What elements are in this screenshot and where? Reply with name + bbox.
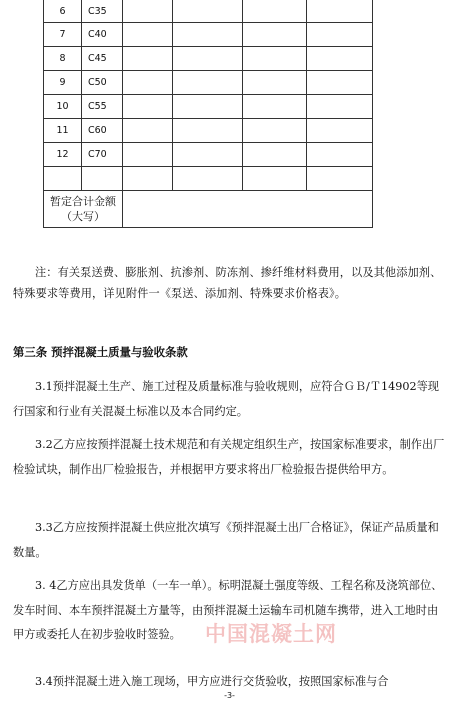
empty-cell — [123, 23, 173, 47]
strength-grade: C45 — [82, 47, 123, 71]
empty-cell — [307, 95, 373, 119]
row-number: 11 — [44, 119, 82, 143]
empty-cell — [307, 71, 373, 95]
empty-cell — [243, 95, 307, 119]
empty-cell — [243, 47, 307, 71]
total-label-line1: 暂定合计金额 — [50, 195, 116, 208]
table-row — [44, 95, 373, 119]
empty-cell — [173, 95, 243, 119]
table-row — [44, 47, 373, 71]
empty-cell — [173, 0, 243, 23]
clause-3-4: 3. 4乙方应出具发货单（一车一单）。标明混凝土强度等级、工程名称及浇筑部位、发车时间、本车预拌混凝土方量等，由预拌混凝土运输车司机随车携带，进入工地时由甲方或委托人在初步验收时签验。 — [13, 579, 443, 641]
empty-cell — [243, 167, 307, 191]
empty-cell — [123, 71, 173, 95]
strength-grade — [82, 167, 123, 191]
strength-grade: C40 — [82, 23, 123, 47]
clause-3-1: 3.1预拌混凝土生产、施工过程及质量标准与验收规则，应符合ＧＢ/Ｔ14902等现行国家和行业有关混凝土标准以及本合同约定。 — [13, 380, 439, 418]
table-note: 注：有关泵送费、膨胀剂、抗渗剂、防冻剂、掺纤维材料费用，以及其他添加剂、特殊要求等费用，详见附件一《泵送、添加剂、特殊要求价格表》。 — [13, 266, 442, 300]
page-number: -3- — [224, 691, 235, 700]
empty-cell — [173, 47, 243, 71]
row-number: 10 — [44, 95, 82, 119]
empty-cell — [123, 143, 173, 167]
clause-3-3: 3.3乙方应按预拌混凝土供应批次填写《预拌混凝土出厂合格证》，保证产品质量和数量。 — [13, 521, 439, 559]
empty-cell — [307, 47, 373, 71]
empty-cell — [123, 0, 173, 23]
row-number: 6 — [44, 0, 82, 23]
row-number: 7 — [44, 23, 82, 47]
watermark-logo: 中国混凝土网 — [205, 622, 337, 646]
empty-cell — [173, 167, 243, 191]
empty-cell — [307, 143, 373, 167]
empty-cell — [173, 143, 243, 167]
empty-cell — [173, 119, 243, 143]
strength-grade: C55 — [82, 95, 123, 119]
strength-grade: C60 — [82, 119, 123, 143]
clause-3-5: 3.4预拌混凝土进入施工现场，甲方应进行交货验收，按照国家标准与合 — [35, 675, 389, 688]
row-number: 12 — [44, 143, 82, 167]
table-row — [44, 143, 373, 167]
total-label-line2: （大写） — [61, 210, 105, 223]
empty-cell — [173, 23, 243, 47]
empty-cell — [123, 95, 173, 119]
row-number: 9 — [44, 71, 82, 95]
total-row — [44, 191, 373, 228]
strength-grade: C50 — [82, 71, 123, 95]
empty-cell — [307, 0, 373, 23]
table-row — [44, 23, 373, 47]
empty-cell — [243, 23, 307, 47]
empty-cell — [173, 71, 243, 95]
clause-3-2: 3.2乙方应按预拌混凝土技术规范和有关规定组织生产，按国家标准要求，制作出厂检验试块，制作出厂检验报告，并根据甲方要求将出厂检验报告提供给甲方。 — [13, 438, 445, 476]
empty-cell — [243, 119, 307, 143]
empty-cell — [123, 119, 173, 143]
row-number — [44, 167, 82, 191]
price-table — [43, 0, 373, 228]
table-row — [44, 0, 373, 23]
total-amount-value — [123, 191, 373, 228]
empty-cell — [243, 143, 307, 167]
strength-grade: C70 — [82, 143, 123, 167]
empty-cell — [307, 119, 373, 143]
total-amount-label — [44, 191, 123, 228]
empty-cell — [123, 47, 173, 71]
empty-cell — [243, 0, 307, 23]
table-row — [44, 71, 373, 95]
empty-cell — [307, 23, 373, 47]
table-row — [44, 167, 373, 191]
empty-cell — [243, 71, 307, 95]
strength-grade: C35 — [82, 0, 123, 23]
empty-cell — [123, 167, 173, 191]
table-row — [44, 119, 373, 143]
row-number: 8 — [44, 47, 82, 71]
empty-cell — [307, 167, 373, 191]
section-heading: 第三条 预拌混凝土质量与验收条款 — [13, 345, 188, 359]
